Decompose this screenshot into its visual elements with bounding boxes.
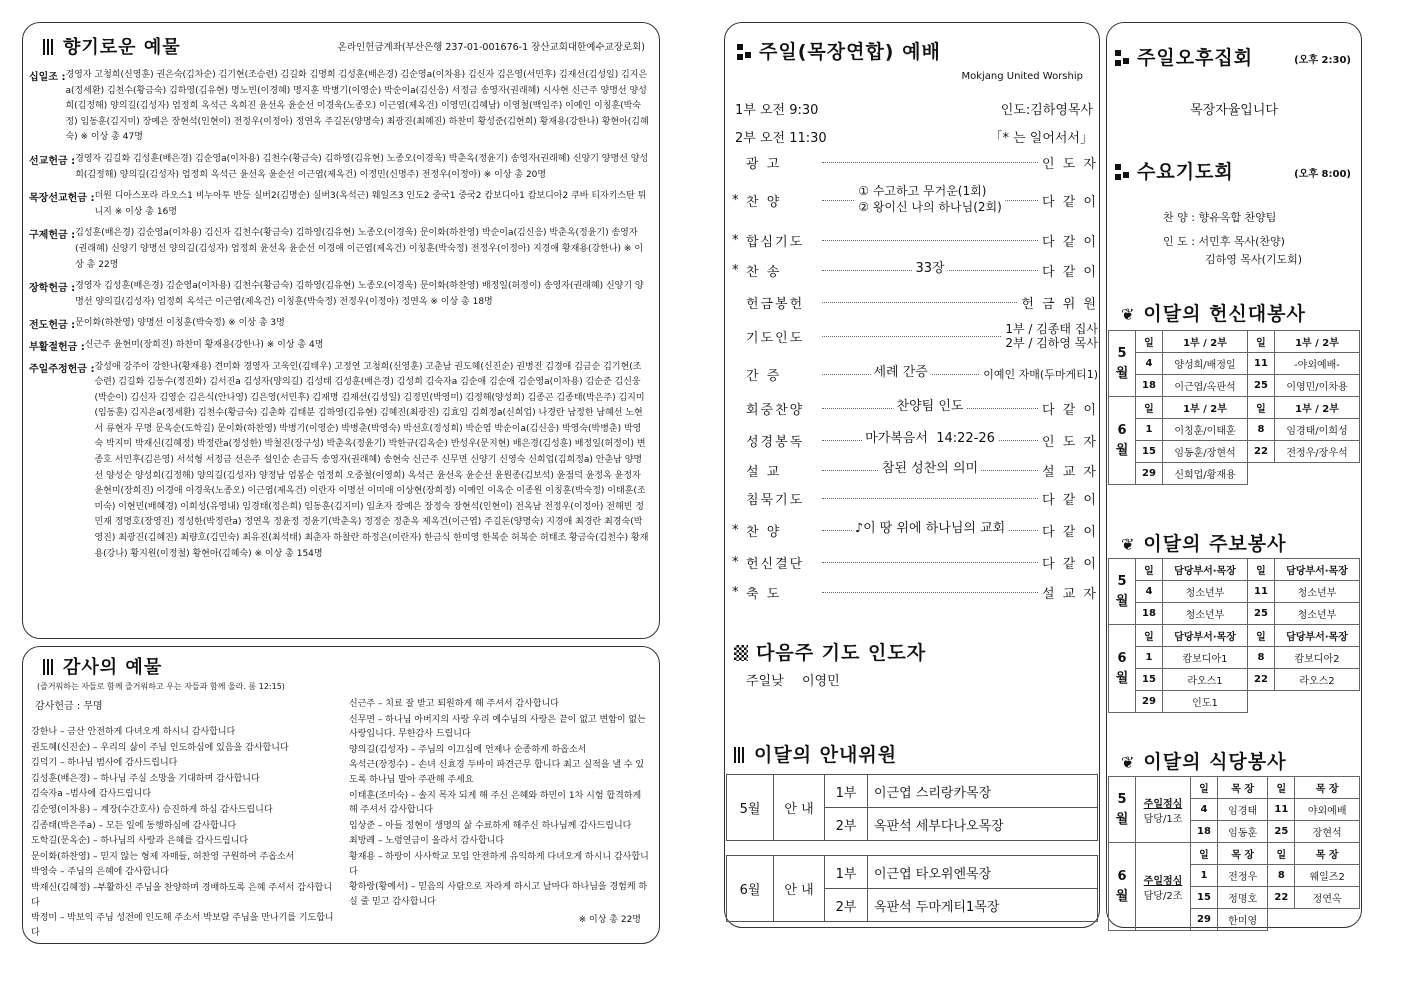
stand-mark: *: [732, 232, 739, 248]
date-cell: [1268, 909, 1295, 931]
offering-label: 목장선교헌금 :: [29, 193, 95, 205]
section-marker-icon: [737, 44, 751, 60]
order-item: [732, 324, 1098, 348]
name-cell: 라오스1: [1163, 669, 1248, 691]
offering-names: 경영자 고청희(신영훈) 권은숙(김차순) 김기현(조승련) 김길화 김명희 김성훈(배은경) 김순영a(이차용) 김신자 김은영(서민후) 김재선(김성일) 김지은a(정세환) 김천수(황금숙) 김하영(김유현) 명노빈(이경혜) 명지훈 박병기(이영순) 박순이a(김신응) 서정금 송영자(권래혜) 시사현 신근주 양명선 양성희(김정해) 양의길(김성자) 엄정희 옥석근 옥희진 윤선옥 윤순선 이경욱(노종오) 이근엽(제옥건) 이영민(김혜남) 이영철(백임주) 이예인 이칭훈(박숙정) 임동훈(김지미) 장예은 장현석(인현이) 전정우(이정아) 정연옥 주길돈(양명숙) 최광진(최혜진) 하찬미 황성준(김현희) 황재용(강한나) 황현아(김혜숙) ※ 이상 총 47명: [65, 70, 649, 143]
table-row: [1109, 375, 1360, 397]
afternoon-time: (오후 2:30): [1294, 55, 1351, 66]
thanks-item: 권도혜(신진순) – 우리의 삶이 주님 인도하심에 있음을 감사합니다: [31, 742, 289, 753]
date-cell: 1: [1136, 647, 1163, 669]
order-dots: [822, 365, 979, 380]
order-person: 1부 / 김종태 집사 2부 / 김하영 목사: [1005, 322, 1098, 350]
offering-names: 신근주 윤현미(장희진) 하찬미 황재용(강한나) ※ 이상 총 4명: [84, 339, 324, 350]
name-cell: [1295, 909, 1360, 931]
wednesday-time: (오후 8:00): [1294, 169, 1351, 180]
table-row: [1109, 581, 1360, 603]
order-person: 다 같 이: [1042, 402, 1098, 418]
order-name: 침묵기도: [746, 492, 805, 508]
name-cell: 이영민/이차용: [1275, 375, 1360, 397]
usher-row: [727, 775, 1098, 808]
offering-row: [29, 152, 649, 183]
month-cell: 6 월: [1109, 397, 1136, 485]
order-dots: [822, 261, 1038, 276]
stand-mark: *: [732, 262, 739, 278]
header-cell: 담당부서·목장: [1275, 625, 1360, 647]
date-cell: [1248, 463, 1275, 485]
order-item: [732, 580, 1098, 604]
usher-month: 5월: [727, 775, 774, 841]
name-cell: 임경태/이희성: [1275, 419, 1360, 441]
date-cell: 29: [1191, 909, 1218, 931]
month-cell: 5 월: [1109, 777, 1136, 843]
name-cell: 청소년부: [1275, 581, 1360, 603]
order-person: 다 같 이: [1042, 264, 1098, 280]
header-cell: 일: [1191, 777, 1218, 799]
name-cell: 장현석: [1295, 821, 1360, 843]
wednesday-leader-1: 인 도 : 서민후 목사(찬양): [1163, 235, 1285, 248]
section-marker-icon: [43, 39, 55, 55]
thanks-title: 감사의 예물: [43, 653, 162, 679]
order-name: 축 도: [746, 586, 782, 602]
order-dots: [822, 301, 1017, 303]
date-cell: 29: [1136, 463, 1163, 485]
order-item: [732, 184, 1098, 214]
name-cell: 웨일즈2: [1295, 865, 1360, 887]
order-item: [732, 228, 1098, 252]
name-cell: 야외예배: [1295, 799, 1360, 821]
date-cell: 15: [1191, 887, 1218, 909]
header-cell: 일: [1248, 625, 1275, 647]
usher-name: 이근엽 스리랑카목장: [868, 775, 1098, 808]
order-item: [732, 486, 1098, 510]
stand-mark: *: [732, 522, 739, 538]
header-cell: 담당부서·목장: [1163, 625, 1248, 647]
order-name: 성경봉독: [746, 434, 805, 450]
name-cell: 캄보디아2: [1275, 647, 1360, 669]
service-time-1: 1부 오전 9:30: [735, 103, 819, 118]
name-cell: 임경태: [1218, 799, 1268, 821]
section-marker-icon: [43, 659, 55, 675]
table-row: [1109, 669, 1360, 691]
thanks-item: 문이화(하찬영) – 믿지 않는 형제 자매들, 허찬영 구원하여 주옵소서: [31, 851, 295, 862]
order-person: 다 같 이: [1042, 234, 1098, 250]
month-cell: 6 월: [1109, 843, 1136, 931]
offering-row: [29, 68, 649, 146]
name-cell: 청소년부: [1275, 603, 1360, 625]
name-cell: 임동훈: [1218, 821, 1268, 843]
table-row: [1109, 691, 1360, 713]
order-person: 이예인 자매(두마게티1): [983, 368, 1098, 381]
date-cell: 18: [1136, 375, 1163, 397]
header-cell: 일: [1268, 843, 1295, 865]
usher-service: 2부: [825, 808, 868, 841]
section-marker-icon: [1115, 164, 1129, 180]
offering-list: [29, 68, 649, 568]
usher-title: 이달의 안내위원: [734, 740, 897, 767]
date-cell: 22: [1248, 441, 1275, 463]
standing-note: 「* 는 일어서서」: [989, 131, 1093, 146]
date-cell: 15: [1136, 441, 1163, 463]
thanks-item: 이태훈(조미숙) – 솔지 목자 되게 해 주신 은혜와 하민이 1차 시험 합격하게 해 주셔서 감사합니다: [349, 790, 642, 816]
order-name: 찬 송: [746, 264, 782, 280]
order-item: [732, 290, 1098, 314]
name-cell: 양성희/배정일: [1163, 353, 1248, 375]
thanks-item: 김덕기 – 하나님 범사에 감사드립니다: [31, 758, 178, 769]
thanks-total: ※ 이상 총 22명: [578, 915, 641, 925]
heart-icon: ❦: [1121, 753, 1136, 772]
name-cell: 라오스2: [1275, 669, 1360, 691]
date-cell: 11: [1248, 581, 1275, 603]
header-cell: 1부 / 2부: [1163, 331, 1248, 353]
order-name: 기도인도: [746, 330, 805, 346]
order-content: ① 수고하고 무거운(1회) ② 왕이신 나의 하나님(2회): [855, 183, 1005, 215]
section-marker-icon: [1115, 50, 1129, 66]
offering-label: 부활절헌금 :: [29, 341, 85, 353]
table-header-row: [1109, 777, 1360, 799]
usher-month: 6월: [727, 856, 774, 922]
offering-names: 김성훈(배은경) 김순영a(이차용) 김신자 김천수(황금숙) 김하영(김유현) 노종오(이경욱) 문이화(하찬영) 박순이a(김신응) 박춘옥(정윤기) 송영자(권래혜) 신양기 양명선 양의길(김성자) 엄정희 윤선옥 윤순선 이경애 이근엽(제옥건) 이칭훈(박숙정) 전정우(이정아) 지경애 황재용(강한나) ※ 이상 총 22명: [75, 228, 644, 270]
order-person: 설 교 자: [1042, 586, 1098, 602]
table-header-row: [1109, 331, 1360, 353]
table-row: [1109, 647, 1360, 669]
order-item: [732, 550, 1098, 574]
wednesday-leader-2: 김하영 목사(기도회): [1205, 253, 1303, 266]
header-cell: 일: [1191, 843, 1218, 865]
thanks-item: 황하랑(황예서) – 믿음의 사람으로 자라게 하시고 날마다 하나님을 경험케 하실 줄 믿고 감사합니다: [349, 882, 648, 907]
header-cell: 목 장: [1218, 843, 1268, 865]
thanks-item: 신무면 – 하나님 아버지의 사랑 우리 예수님의 사랑은 끝이 없고 변함이 없는 사랑입니다. 무한감사 드립니다: [349, 714, 646, 740]
order-content: 33장: [912, 261, 947, 277]
kitchen-table: [1108, 776, 1360, 931]
lead-group: 담당/1조: [1143, 813, 1183, 825]
name-cell: 청소년부: [1163, 603, 1248, 625]
heart-icon: ❦: [1121, 535, 1136, 554]
offering-row: [29, 360, 649, 563]
order-dots: [822, 561, 1038, 563]
offering-label: 장학헌금 :: [29, 283, 76, 295]
order-dots: [822, 335, 1001, 337]
date-cell: 4: [1191, 799, 1218, 821]
next-prayer-label: 주일낮: [746, 674, 784, 689]
date-cell: [1248, 691, 1275, 713]
name-cell: 정명호: [1218, 887, 1268, 909]
thanks-anonymous: 감사헌금 : 무명: [35, 701, 103, 712]
spacer-cell: [727, 841, 1098, 856]
offering-label: 선교헌금 :: [29, 155, 76, 167]
lead-cell: [1136, 843, 1191, 931]
offering-row: [29, 316, 649, 332]
date-cell: 4: [1136, 581, 1163, 603]
usher-name: 옥판석 두마게티1목장: [868, 889, 1098, 922]
thanks-item: 양의길(김성자) – 주님의 이끄심에 언제나 순종하게 하옵소서: [349, 744, 587, 755]
lead-label: 주일점심: [1143, 798, 1183, 810]
order-content: 마가복음서 14:22-26: [862, 431, 998, 447]
order-dots: [822, 461, 1038, 476]
offering-row: [29, 279, 649, 310]
thanks-item: 김성훈(배은경) – 하나님 주실 소망을 기대하며 감사합니다: [31, 773, 260, 784]
month-cell: 5 월: [1109, 331, 1136, 397]
devotion-title: ❦ 이달의 헌신대봉사: [1121, 303, 1306, 325]
worship-leader: 인도:김하영목사: [1000, 103, 1093, 118]
usher-service: 1부: [825, 856, 868, 889]
name-cell: -야외예배-: [1275, 353, 1360, 375]
header-cell: 1부 / 2부: [1275, 331, 1360, 353]
name-cell: [1275, 691, 1360, 713]
order-item: [732, 428, 1098, 452]
table-header-row: [1109, 843, 1360, 865]
date-cell: 8: [1248, 419, 1275, 441]
month-cell: 5 월: [1109, 559, 1136, 625]
order-person: 다 같 이: [1042, 524, 1098, 540]
thanks-panel: [22, 646, 660, 944]
bulletin-title: ❦ 이달의 주보봉사: [1121, 533, 1287, 555]
name-cell: 한미영: [1218, 909, 1268, 931]
order-name: 헌신결단: [746, 556, 805, 572]
afternoon-title: 주일오후집회: [1115, 43, 1253, 70]
name-cell: 인도1: [1163, 691, 1248, 713]
next-prayer-title: 다음주 기도 인도자: [734, 638, 926, 665]
header-cell: 일: [1136, 625, 1163, 647]
order-name: 간 증: [746, 368, 782, 384]
table-row: [1109, 419, 1360, 441]
order-dots: [822, 239, 1038, 241]
header-cell: 목 장: [1295, 777, 1360, 799]
order-person: 설 교 자: [1042, 464, 1098, 480]
thanks-item: 김숙자a –범사에 감사드립니다: [31, 789, 152, 800]
date-cell: 18: [1136, 603, 1163, 625]
header-cell: 일: [1248, 331, 1275, 353]
usher-row: [727, 856, 1098, 889]
offering-label: 주일주정헌금 :: [29, 363, 95, 375]
stand-mark: *: [732, 584, 739, 600]
name-cell: 청소년부: [1163, 581, 1248, 603]
order-content: 참된 성찬의 의미: [879, 461, 981, 477]
order-dots: [822, 431, 1038, 446]
order-content: 찬양팀 인도: [894, 399, 967, 415]
table-header-row: [1109, 559, 1360, 581]
thanks-list-right: [349, 697, 649, 910]
date-cell: 18: [1191, 821, 1218, 843]
table-row: [1109, 441, 1360, 463]
offering-row: [29, 189, 649, 220]
order-person: 다 같 이: [1042, 492, 1098, 508]
checker-icon: [734, 645, 748, 661]
thanks-item: 김순영(이차용) – 계장(수간호사) 승진하게 하심 감사드립니다: [31, 804, 273, 815]
order-dots: [822, 184, 1038, 214]
order-name: 헌금봉헌: [746, 296, 805, 312]
order-dots: [822, 521, 1038, 536]
offering-names: 강성애 강주이 강한나(황재용) 견미화 경영자 고욱인(김태우) 고정연 고청희(신영훈) 고춘남 권도혜(신진순) 권병진 김경애 김금순 김기현(조승련) 김길화 김동수(정진화) 김서진a 김성자(양의길) 김성태 김성훈(배은경) 김성희 김숙자a 김순애 김순애 김순영a(이차용) 김순준 김신웅(박순이) 김신자 김영순 김은식(안나영) 김은영(서민후) 김재명 김재선(김성일) 김정민(박영미) 김정해(양성희) 김종곤 김종태(박은주) 김지미(임동훈) 김지은a(정세환) 김천수(황금숙) 김춘화 김태분 김하영(김유현) 김혜진(최광진) 김효임 김희정a(신희업) 나경란 남정한 남혜선 노현서 류현자 무명 문옥순(도학길) 문이화(하찬영) 박병기(이영순) 박병춘(박영숙) 박선호(정성희) 박순염 박순이a(김신응) 박영숙(박병춘) 박영숙 박지미 박재신(김혜정) 박정란a(정성한) 박철진(장구성) 박춘옥(정윤기) 박한규(김옥순) 반성우(문지현) 배은경(김성훈) 배정일(허정이) 변종호 서민후(김은영) 서석형 서정금 선은주 설인순 손금득 송영자(권래혜) 송현숙 신근주 신무면 신양기 신영숙 신희업(김희정a) 안춘남 양명선 양성순 양성희(김정해) 양의길(김성자) 양정남 엄봉순 엄정희 오중철(이영희) 옥석근 윤선옥 윤순선 윤원종(김보석) 윤점덕 윤정옥 윤정자 윤현미(장희진) 이경애 이경욱(노종오) 이근엽(제옥건) 이란자 이명선 이미애 이상현(장희정) 이예인 이옥순 이종원 이칭훈(박숙정) 이태훈(조미숙) 이현민(배혜경) 이희성(유영내) 임경태(정은희) 임동훈(김지미) 임초자 장예은 장정숙 장현석(인현이) 전옥남 전정우(이정아) 전해빈 정민재 정명호(장영진) 정성한(박정란a) 정연옥 정윤정 정윤기(박춘옥) 정정순 정춘옥 제옥건(이근엽) 주길돈(양명숙) 지경애 최경란 최경숙(박영진) 최광진(김혜진) 최량호(김민숙) 최유진(최석태) 최춘자 하찰란 하정은(이란자) 한금식 한미영 한복순 허복순 허태조 황금숙(김천수) 황재용(강나) 황지원(이정철) 황현아(김혜숙) ※ 이상 총 154명: [94, 361, 649, 559]
name-cell: 캄보디아1: [1163, 647, 1248, 669]
thanks-item: 박영숙 – 주님의 은혜에 감사합니다: [31, 867, 169, 878]
table-row: [1109, 353, 1360, 375]
offering-label: 십일조 :: [29, 72, 66, 83]
order-item: [732, 150, 1098, 174]
usher-service: 2부: [825, 889, 868, 922]
order-dots: [822, 591, 1038, 593]
order-name: 설 교: [746, 464, 782, 480]
wednesday-praise: 찬 양 : 향유옥합 찬양팀: [1163, 211, 1277, 224]
order-dots: [822, 399, 1038, 414]
date-cell: 8: [1268, 865, 1295, 887]
name-cell: [1275, 463, 1360, 485]
header-cell: 목 장: [1295, 843, 1360, 865]
date-cell: 4: [1136, 353, 1163, 375]
usher-service: 1부: [825, 775, 868, 808]
date-cell: 29: [1136, 691, 1163, 713]
section-marker-icon: [734, 747, 746, 763]
order-person: 다 같 이: [1042, 194, 1098, 210]
usher-role: 안 내: [774, 856, 825, 922]
order-dots: [822, 161, 1038, 163]
order-content: 세례 간증: [870, 365, 930, 381]
header-cell: 1부 / 2부: [1163, 397, 1248, 419]
name-cell: 이근엽/옥판석: [1163, 375, 1248, 397]
name-cell: 정연옥: [1295, 887, 1360, 909]
next-prayer-name: 이영민: [802, 674, 840, 689]
table-header-row: [1109, 397, 1360, 419]
order-person: 인 도 자: [1042, 434, 1098, 450]
order-dots: [822, 497, 1038, 499]
header-cell: 1부 / 2부: [1275, 397, 1360, 419]
thanks-item: 박재신(김혜정) –부활하신 주님을 찬양하며 경배하도록 은혜 주셔서 감사합니다: [31, 882, 333, 908]
date-cell: 11: [1248, 353, 1275, 375]
thanks-item: 임상준 – 아들 정현이 생명의 삶 수료하게 해주신 하나님께 감사드립니다: [349, 820, 632, 831]
date-cell: 1: [1136, 419, 1163, 441]
thanks-item: 도학길(문옥순) – 하나님의 사랑과 은혜를 감사드립니다: [31, 836, 249, 847]
order-item: [732, 518, 1098, 542]
order-name: 합심기도: [746, 234, 805, 250]
date-cell: 25: [1248, 603, 1275, 625]
offering-row: [29, 338, 649, 354]
bulletin-table: [1108, 558, 1360, 713]
order-item: [732, 362, 1098, 386]
header-cell: 담당부서·목장: [1275, 559, 1360, 581]
usher-name: 이근엽 타오위엔목장: [868, 856, 1098, 889]
worship-title: 주일(목장연합) 예배: [737, 37, 941, 64]
order-person: 헌 금 위 원: [1021, 296, 1098, 312]
offerings-title: 향기로운 예물: [43, 33, 181, 59]
lead-label: 주일점심: [1143, 875, 1183, 887]
offering-names: 경영자 김성훈(배은경) 김순영a(이차용) 김천수(황금숙) 김하영(김유현) 노종오(이경욱) 문이화(하찬영) 배정일(허정이) 송영자(권래혜) 신양기 양명선 양의길(김성자) 엄정희 옥석근 이근엽(제옥건) 이칭훈(박숙정) 전정우(이정아) 정연옥 ※ 이상 총 18명: [75, 281, 644, 307]
kitchen-title: ❦ 이달의 식당봉사: [1121, 751, 1287, 773]
date-cell: 22: [1268, 887, 1295, 909]
header-cell: 일: [1268, 777, 1295, 799]
header-cell: 목 장: [1218, 777, 1268, 799]
offering-row: [29, 226, 649, 273]
order-name: 찬 양: [746, 524, 782, 540]
usher-name: 옥판석 세부다나오목장: [868, 808, 1098, 841]
stand-mark: *: [732, 192, 739, 208]
name-cell: 임동훈/장현석: [1163, 441, 1248, 463]
name-cell: 전정우: [1218, 865, 1268, 887]
online-account: 온라인헌금계좌(부산은행 237-01-001676-1 장산교회대한예수교장로회): [337, 42, 645, 53]
header-cell: 담당부서·목장: [1163, 559, 1248, 581]
thanks-item: 최방례 – 노령연금이 올라서 감사합니다: [349, 836, 505, 847]
order-item: [732, 396, 1098, 420]
thanks-item: 옥석근(장정수) – 손녀 신효경 두바이 파견근무 합니다 최고 실적을 낼 수 있도록 하나님 말아 주관해 주세요: [349, 760, 645, 785]
order-name: 찬 양: [746, 194, 782, 210]
wednesday-title: 수요기도회: [1115, 157, 1234, 184]
table-row: [1109, 463, 1360, 485]
order-item: [732, 258, 1098, 282]
table-header-row: [1109, 625, 1360, 647]
name-cell: 전정우/장우석: [1275, 441, 1360, 463]
stand-mark: *: [732, 554, 739, 570]
thanks-item: 박정미 – 박보익 주님 성전에 인도해 주소서 박보람 주님을 만나기를 기도합니다: [31, 913, 334, 938]
offering-names: 경영자 김길화 김성훈(배은경) 김순영a(이차용) 김천수(황금숙) 김하영(김유현) 노종오(이경욱) 박춘옥(정윤기) 송영자(권래혜) 신양기 양명선 양성희(김정해) 양의길(김성자) 엄정희 옥석근 윤선옥 윤순선 이근엽(제옥건) 이정민(신명주) 전정우(이정아) ※ 이상 총 20명: [75, 153, 649, 180]
afternoon-text: 목장자율입니다: [1190, 103, 1278, 118]
order-person: 인 도 자: [1042, 156, 1098, 172]
order-name: 광 고: [746, 156, 782, 172]
order-content: ♪이 땅 위에 하나님의 교회: [852, 521, 1008, 537]
date-cell: 1: [1191, 865, 1218, 887]
thanks-list-left: [31, 725, 337, 941]
offering-label: 구제헌금 :: [29, 230, 76, 242]
offering-label: 전도헌금 :: [29, 320, 76, 332]
month-cell: 6 월: [1109, 625, 1136, 713]
usher-role: 안 내: [774, 775, 825, 841]
devotion-table: [1108, 330, 1360, 485]
heart-icon: ❦: [1121, 305, 1136, 324]
header-cell: 일: [1248, 397, 1275, 419]
lead-group: 담당/2조: [1143, 890, 1183, 902]
header-cell: 일: [1248, 559, 1275, 581]
header-cell: 일: [1136, 331, 1163, 353]
date-cell: 25: [1248, 375, 1275, 397]
header-cell: 일: [1136, 397, 1163, 419]
thanks-item: 강한나 – 금산 안전하게 다녀오게 하시니 감사합니다: [31, 727, 236, 737]
spacer: [727, 841, 1098, 856]
order-item: [732, 458, 1098, 482]
lead-cell: [1136, 777, 1191, 843]
usher-table: [726, 774, 1098, 922]
date-cell: 8: [1248, 647, 1275, 669]
service-time-2: 2부 오전 11:30: [735, 131, 827, 146]
table-row: [1109, 603, 1360, 625]
header-cell: 일: [1136, 559, 1163, 581]
thanks-item: 김종태(박은주a) – 모든 일에 동행하심에 감사합니다: [31, 820, 237, 831]
offering-names: 문이화(하찬영) 양명선 이칭훈(박숙정) ※ 이상 총 3명: [75, 318, 285, 329]
offering-names: 더원 디아스포라 라오스1 비누아투 반등 실버2(김명순) 실버3(옥석근) 웨일즈3 인도2 중국1 중국2 캄보디아1 캄보디아2 쿠바 티자키스탄 튀니지 ※ 이상 총 16명: [94, 191, 647, 217]
order-name: 회중찬양: [746, 402, 805, 418]
thanks-item: 신근주 – 치료 잘 받고 퇴원하게 해 주셔서 감사합니다: [349, 699, 559, 709]
worship-subtitle: Mokjang United Worship: [961, 71, 1083, 82]
order-person: 다 같 이: [1042, 556, 1098, 572]
date-cell: 25: [1268, 821, 1295, 843]
offerings-panel: [22, 22, 660, 639]
thanks-item: 황재용 – 하랑이 사사학교 모임 안전하게 유익하게 다녀오게 하시니 감사합니다: [349, 851, 649, 877]
date-cell: 15: [1136, 669, 1163, 691]
name-cell: 신희업/황재용: [1163, 463, 1248, 485]
thanks-verse: (즐거워하는 자들로 함께 즐거워하고 우는 자들과 함께 울라. 롬 12:15): [37, 682, 285, 691]
date-cell: 22: [1248, 669, 1275, 691]
date-cell: 11: [1268, 799, 1295, 821]
name-cell: 이칭훈/이태훈: [1163, 419, 1248, 441]
